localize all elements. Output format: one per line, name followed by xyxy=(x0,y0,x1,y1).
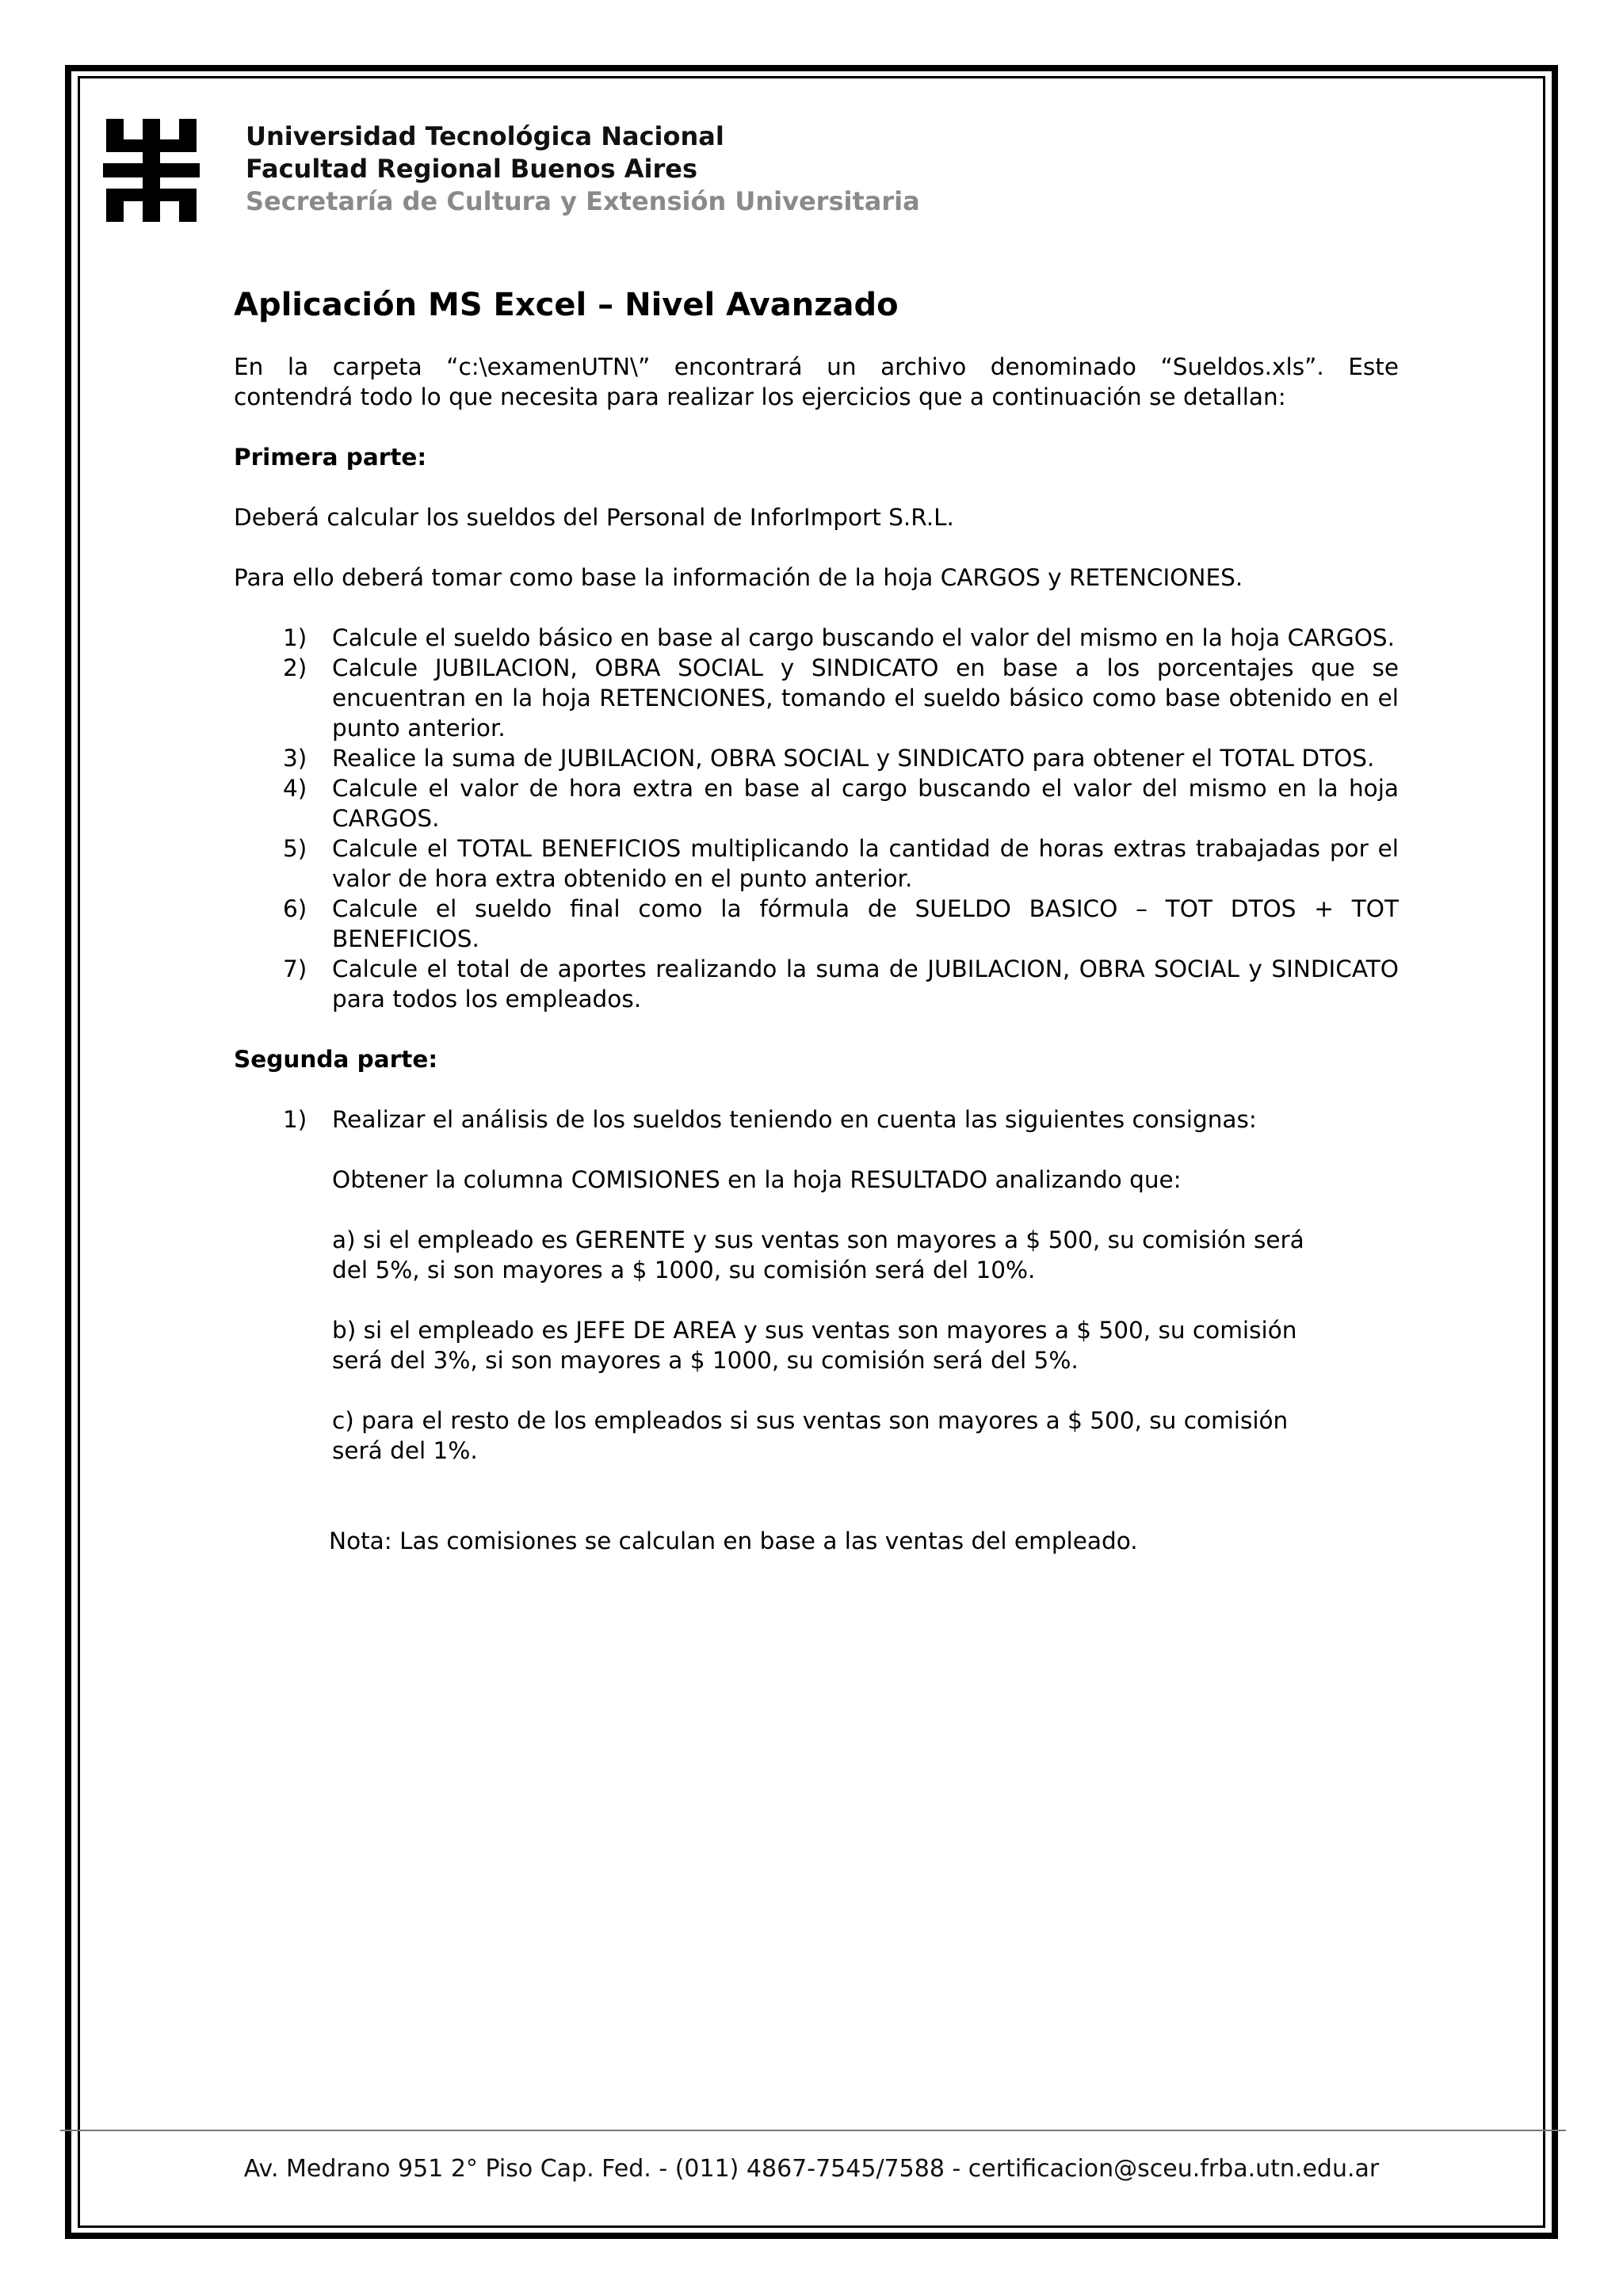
condition-b-line2: será del 3%, si son mayores a $ 1000, su comisión será del 5%. xyxy=(332,1347,1079,1374)
condition-a-line2: del 5%, si son mayores a $ 1000, su comisión será del 10%. xyxy=(332,1257,1036,1283)
part2-heading: Segunda parte: xyxy=(234,1046,438,1073)
part1-steps-list xyxy=(234,623,1399,1014)
faculty-name: Facultad Regional Buenos Aires xyxy=(246,154,698,184)
part2-steps-list xyxy=(234,1104,1399,1135)
list-item xyxy=(234,833,1399,894)
part2-instruction: Obtener la columna COMISIONES en la hoja RESULTADO analizando que: xyxy=(332,1166,1182,1193)
commission-note: Nota: Las comisiones se calculan en base a las ventas del empleado. xyxy=(329,1527,1138,1554)
list-item xyxy=(234,1104,1399,1135)
part1-paragraph-2: Para ello deberá tomar como base la información de la hoja CARGOS y RETENCIONES. xyxy=(234,564,1243,591)
step-number: 3) xyxy=(283,745,307,772)
step-number: 1) xyxy=(283,624,307,651)
step-text: Calcule el sueldo básico en base al cargo buscando el valor del mismo en la hoja CARGOS. xyxy=(332,624,1396,651)
part1-paragraph-1: Deberá calcular los sueldos del Personal de InforImport S.R.L. xyxy=(234,504,954,531)
document-title: Aplicación MS Excel – Nivel Avanzado xyxy=(234,287,899,323)
list-item xyxy=(234,623,1399,653)
step-number: 4) xyxy=(283,775,307,802)
institution-name: Universidad Tecnológica Nacional xyxy=(246,121,724,151)
step-text: Realizar el análisis de los sueldos teniendo en cuenta las siguientes consignas: xyxy=(332,1106,1257,1133)
step-number: 1) xyxy=(283,1106,307,1133)
utn-logo-icon xyxy=(103,117,200,223)
list-item xyxy=(234,773,1399,833)
step-text: Calcule el valor de hora extra en base al cargo buscando el valor del mismo en la hoja CARGOS. xyxy=(332,775,1399,832)
step-text: Calcule JUBILACION, OBRA SOCIAL y SINDICATO en base a los porcentajes que se encuentran en la hoja RETENCIONES, tomando el sueldo básico como base obtenido en el punto anterior. xyxy=(332,654,1399,742)
condition-a-line1: a) si el empleado es GERENTE y sus ventas son mayores a $ 500, su comisión será xyxy=(332,1226,1304,1253)
condition-c-line1: c) para el resto de los empleados si sus ventas son mayores a $ 500, su comisión xyxy=(332,1407,1289,1434)
footer-address: Av. Medrano 951 2° Piso Cap. Fed. - (011) 4867-7545/7588 - certificacion@sceu.frba.utn.edu.ar xyxy=(243,2155,1380,2183)
step-number: 7) xyxy=(283,955,307,982)
step-text: Realice la suma de JUBILACION, OBRA SOCIAL y SINDICATO para obtener el TOTAL DTOS. xyxy=(332,745,1375,772)
condition-c-line2: será del 1%. xyxy=(332,1437,478,1464)
department-name: Secretaría de Cultura y Extensión Universitaria xyxy=(246,186,920,216)
list-item xyxy=(234,653,1399,743)
intro-paragraph-line1: En la carpeta “c:\examenUTN\” encontrará un archivo denominado “Sueldos.xls”. Este xyxy=(234,353,1399,380)
document-body xyxy=(234,285,1399,1556)
institution-header xyxy=(246,120,920,218)
list-item xyxy=(234,894,1399,954)
footer-divider xyxy=(60,2130,1566,2131)
step-text: Calcule el sueldo final como la fórmula de SUELDO BASICO – TOT DTOS + TOT BENEFICIOS. xyxy=(332,895,1399,952)
list-item xyxy=(234,954,1399,1014)
step-number: 5) xyxy=(283,835,307,862)
list-item xyxy=(234,743,1399,773)
step-number: 2) xyxy=(283,654,307,681)
step-text: Calcule el TOTAL BENEFICIOS multiplicando la cantidad de horas extras trabajadas por el valor de hora extra obtenido en el punto anterior. xyxy=(332,835,1399,892)
intro-paragraph-line2: contendrá todo lo que necesita para realizar los ejercicios que a continuación se detallan: xyxy=(234,383,1286,410)
part1-heading: Primera parte: xyxy=(234,444,427,471)
step-number: 6) xyxy=(283,895,307,922)
condition-b-line1: b) si el empleado es JEFE DE AREA y sus ventas son mayores a $ 500, su comisión xyxy=(332,1317,1297,1344)
step-text: Calcule el total de aportes realizando la suma de JUBILACION, OBRA SOCIAL y SINDICATO para todos los empleados. xyxy=(332,955,1399,1013)
